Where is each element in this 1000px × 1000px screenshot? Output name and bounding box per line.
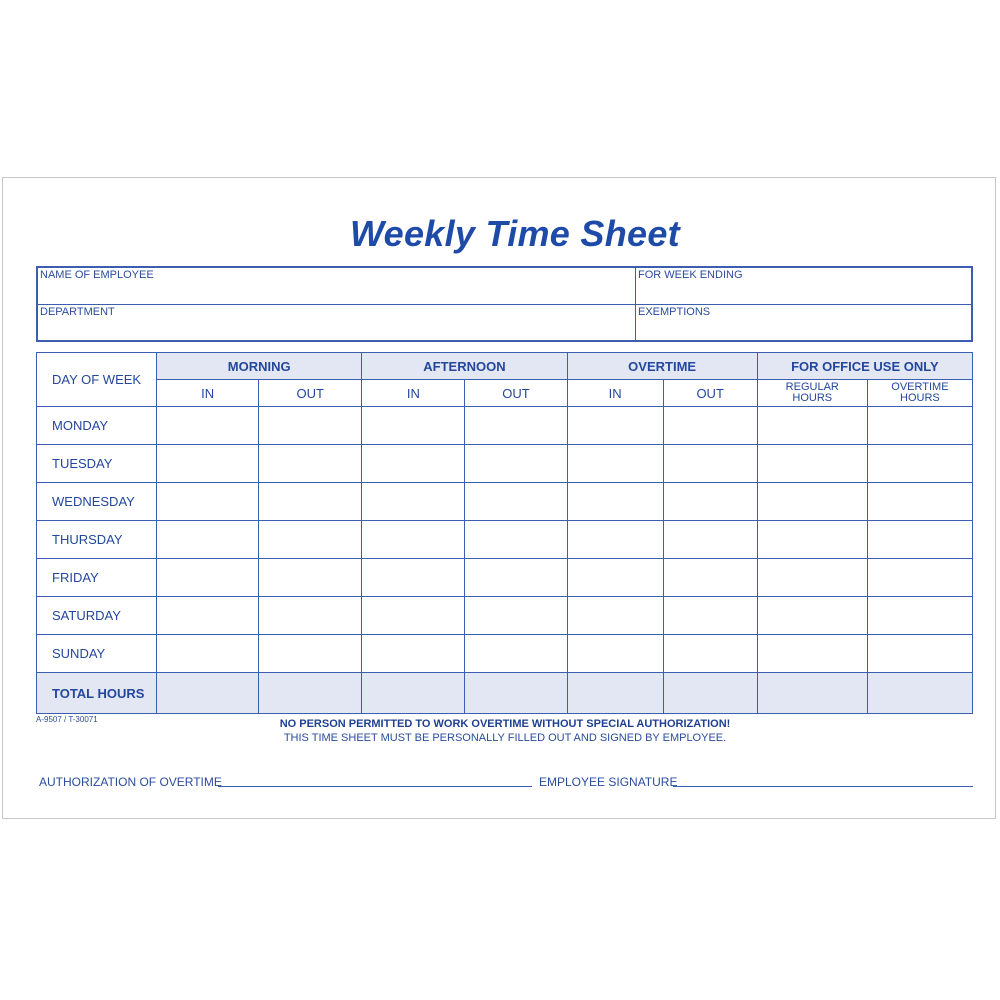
employee-info-box bbox=[36, 266, 973, 342]
form-code: A-9507 / T-30071 bbox=[36, 715, 98, 724]
time-cell[interactable] bbox=[157, 635, 259, 673]
overtime-hours-header: OVERTIME HOURS bbox=[867, 380, 972, 407]
overtime-out-header: OUT bbox=[663, 380, 757, 407]
time-cell[interactable] bbox=[567, 445, 663, 483]
time-cell[interactable] bbox=[259, 559, 362, 597]
day-label: TUESDAY bbox=[37, 445, 157, 483]
authorization-signature-line[interactable] bbox=[218, 786, 532, 787]
time-cell[interactable] bbox=[362, 635, 465, 673]
time-cell[interactable] bbox=[259, 407, 362, 445]
total-hours-label: TOTAL HOURS bbox=[37, 673, 157, 714]
day-label: SUNDAY bbox=[37, 635, 157, 673]
day-label: THURSDAY bbox=[37, 521, 157, 559]
hours-cell[interactable] bbox=[867, 521, 972, 559]
time-cell[interactable] bbox=[663, 635, 757, 673]
time-cell[interactable] bbox=[465, 635, 567, 673]
employee-signature-label: EMPLOYEE SIGNATURE bbox=[539, 775, 678, 789]
time-cell[interactable] bbox=[157, 559, 259, 597]
time-cell[interactable] bbox=[567, 483, 663, 521]
day-label: FRIDAY bbox=[37, 559, 157, 597]
time-cell[interactable] bbox=[362, 559, 465, 597]
regular-hours-header: REGULAR HOURS bbox=[757, 380, 867, 407]
time-cell[interactable] bbox=[567, 407, 663, 445]
overtime-header: OVERTIME bbox=[567, 353, 757, 380]
time-cell[interactable] bbox=[259, 635, 362, 673]
time-cell[interactable] bbox=[362, 521, 465, 559]
time-cell[interactable] bbox=[567, 521, 663, 559]
time-table bbox=[36, 352, 973, 714]
hours-cell[interactable] bbox=[757, 559, 867, 597]
time-cell[interactable] bbox=[663, 483, 757, 521]
time-cell[interactable] bbox=[465, 407, 567, 445]
time-cell[interactable] bbox=[567, 597, 663, 635]
day-of-week-header: DAY OF WEEK bbox=[37, 353, 157, 407]
afternoon-out-header: OUT bbox=[465, 380, 567, 407]
signature-notice: THIS TIME SHEET MUST BE PERSONALLY FILLED OUT AND SIGNED BY EMPLOYEE. bbox=[283, 732, 727, 744]
name-of-employee-label: NAME OF EMPLOYEE bbox=[40, 269, 154, 281]
employee-signature-line[interactable] bbox=[673, 786, 973, 787]
time-cell[interactable] bbox=[465, 559, 567, 597]
total-cell[interactable] bbox=[867, 673, 972, 714]
day-label: MONDAY bbox=[37, 407, 157, 445]
hours-cell[interactable] bbox=[867, 445, 972, 483]
hours-cell[interactable] bbox=[757, 483, 867, 521]
day-label: WEDNESDAY bbox=[37, 483, 157, 521]
total-cell[interactable] bbox=[757, 673, 867, 714]
time-cell[interactable] bbox=[567, 559, 663, 597]
time-cell[interactable] bbox=[157, 445, 259, 483]
overtime-in-header: IN bbox=[567, 380, 663, 407]
for-week-ending-label: FOR WEEK ENDING bbox=[638, 269, 743, 281]
time-cell[interactable] bbox=[259, 483, 362, 521]
time-cell[interactable] bbox=[259, 597, 362, 635]
overtime-notice: NO PERSON PERMITTED TO WORK OVERTIME WITHOUT SPECIAL AUTHORIZATION! bbox=[279, 718, 731, 730]
time-cell[interactable] bbox=[465, 445, 567, 483]
department-label: DEPARTMENT bbox=[40, 306, 115, 318]
hours-cell[interactable] bbox=[757, 597, 867, 635]
time-cell[interactable] bbox=[465, 521, 567, 559]
time-cell[interactable] bbox=[157, 597, 259, 635]
time-cell[interactable] bbox=[362, 483, 465, 521]
day-label: SATURDAY bbox=[37, 597, 157, 635]
time-cell[interactable] bbox=[465, 597, 567, 635]
time-cell[interactable] bbox=[663, 445, 757, 483]
time-cell[interactable] bbox=[157, 407, 259, 445]
hours-cell[interactable] bbox=[867, 559, 972, 597]
authorization-of-overtime-label: AUTHORIZATION OF OVERTIME bbox=[39, 775, 222, 789]
total-cell[interactable] bbox=[259, 673, 362, 714]
office-use-header: FOR OFFICE USE ONLY bbox=[757, 353, 972, 380]
morning-out-header: OUT bbox=[259, 380, 362, 407]
afternoon-in-header: IN bbox=[362, 380, 465, 407]
time-cell[interactable] bbox=[567, 635, 663, 673]
time-cell[interactable] bbox=[259, 445, 362, 483]
time-cell[interactable] bbox=[663, 521, 757, 559]
total-cell[interactable] bbox=[362, 673, 465, 714]
time-cell[interactable] bbox=[663, 559, 757, 597]
morning-header: MORNING bbox=[157, 353, 362, 380]
time-cell[interactable] bbox=[465, 483, 567, 521]
total-cell[interactable] bbox=[465, 673, 567, 714]
time-cell[interactable] bbox=[663, 407, 757, 445]
total-cell[interactable] bbox=[567, 673, 663, 714]
morning-in-header: IN bbox=[157, 380, 259, 407]
page-title: Weekly Time Sheet bbox=[350, 213, 680, 254]
afternoon-header: AFTERNOON bbox=[362, 353, 567, 380]
time-cell[interactable] bbox=[362, 597, 465, 635]
hours-cell[interactable] bbox=[867, 483, 972, 521]
total-cell[interactable] bbox=[663, 673, 757, 714]
hours-cell[interactable] bbox=[867, 635, 972, 673]
time-cell[interactable] bbox=[362, 407, 465, 445]
hours-cell[interactable] bbox=[757, 407, 867, 445]
hours-cell[interactable] bbox=[867, 407, 972, 445]
time-cell[interactable] bbox=[259, 521, 362, 559]
info-divider-horizontal bbox=[38, 304, 971, 305]
hours-cell[interactable] bbox=[757, 521, 867, 559]
exemptions-label: EXEMPTIONS bbox=[638, 306, 711, 318]
time-cell[interactable] bbox=[362, 445, 465, 483]
hours-cell[interactable] bbox=[867, 597, 972, 635]
time-cell[interactable] bbox=[157, 483, 259, 521]
hours-cell[interactable] bbox=[757, 445, 867, 483]
time-cell[interactable] bbox=[663, 597, 757, 635]
info-divider-vertical bbox=[635, 268, 636, 340]
time-cell[interactable] bbox=[157, 521, 259, 559]
hours-cell[interactable] bbox=[757, 635, 867, 673]
total-cell[interactable] bbox=[157, 673, 259, 714]
